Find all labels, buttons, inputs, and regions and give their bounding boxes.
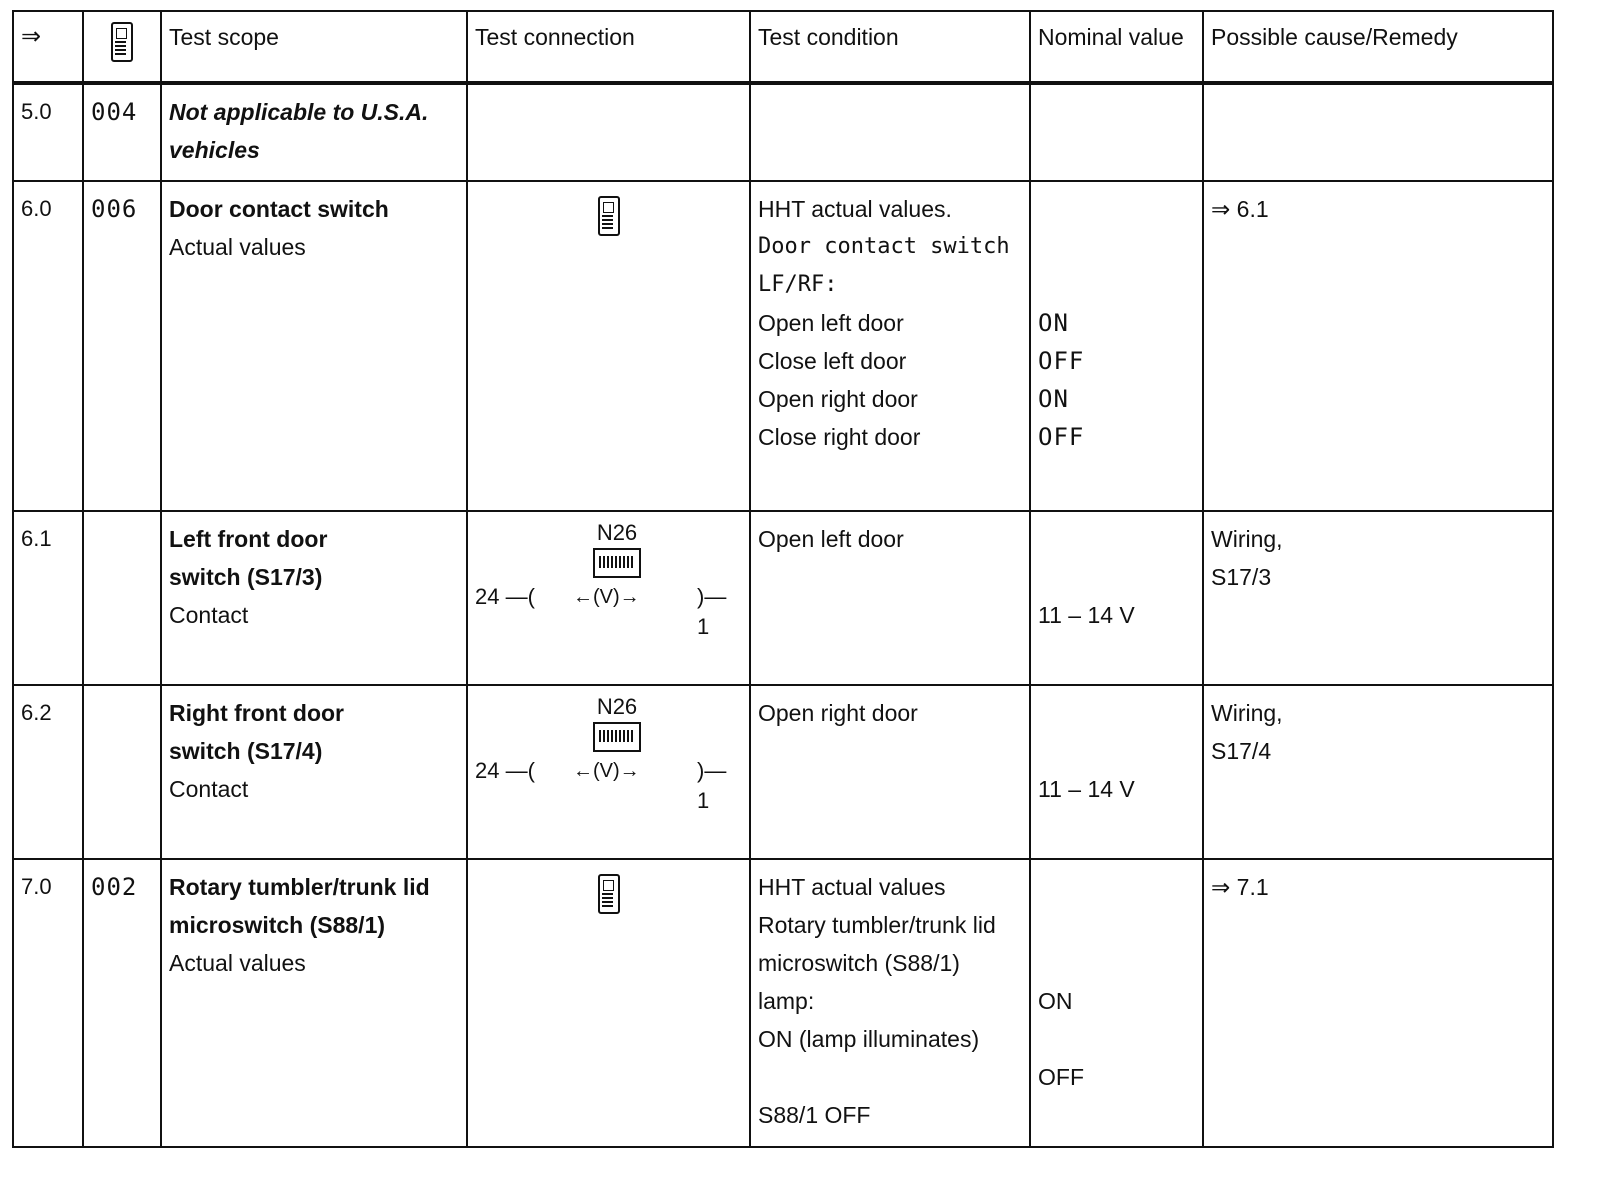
test-scope-subtitle: Contact [169,602,249,628]
connection-diagram [475,520,742,639]
test-condition-cell [750,859,1030,1147]
table-row [13,83,1553,181]
hht-icon [598,874,620,914]
voltmeter-icon: ←(V)→ [573,586,640,608]
condition-line: Close right door [758,424,921,450]
condition-line [758,1058,1022,1096]
step-number: 5.0 [13,83,83,181]
table-row [13,181,1553,511]
test-connection-cell [467,685,750,859]
hht-code-cell [83,685,161,859]
header-hht-icon-cell [83,11,161,83]
nominal-value: ON [1038,988,1073,1014]
condition-line: HHT actual values [758,874,946,900]
header-possible-cause: Possible cause/Remedy [1203,11,1553,83]
connector-icon [593,722,641,752]
test-condition-cell [750,511,1030,685]
step-number: 7.0 [13,859,83,1147]
test-scope-title: Door contact switch [169,196,389,222]
test-condition-cell [750,181,1030,511]
test-connection-cell [467,83,750,181]
nominal-value: ON [1038,309,1069,337]
test-scope-cell [161,181,467,511]
test-scope-title: switch (S17/3) [169,564,323,590]
nominal-value-spacer [1038,1020,1195,1058]
header-arrow: ⇒ [13,11,83,83]
remedy-cell [1203,685,1553,859]
header-test-scope: Test scope [161,11,467,83]
test-connection-cell [467,859,750,1147]
test-scope-cell [161,83,467,181]
test-scope-subtitle: Actual values [169,234,306,260]
table-row [13,511,1553,685]
connector-icon [593,548,641,578]
header-test-connection: Test connection [467,11,750,83]
condition-line: S88/1 OFF [758,1102,871,1128]
remedy-line: S17/4 [1211,738,1272,764]
pin-right: )— 1 [697,758,727,813]
condition-line: Rotary tumbler/trunk lid [758,912,996,938]
test-condition-cell [750,685,1030,859]
nominal-value: OFF [1038,347,1085,375]
hht-code: 004 [83,83,161,181]
hht-code: 002 [83,859,161,1147]
connection-diagram [475,694,742,813]
nominal-value: OFF [1038,1064,1084,1090]
test-scope-title: Left front door [169,526,328,552]
test-scope-cell [161,511,467,685]
test-scope-cell [161,859,467,1147]
nominal-value: 11 – 14 V [1038,602,1135,628]
test-scope-title: microswitch (S88/1) [169,912,386,938]
test-connection-cell [467,181,750,511]
nominal-value-cell [1030,511,1203,685]
header-test-condition: Test condition [750,11,1030,83]
condition-line: Door contact switch [758,234,1010,259]
condition-line: Open left door [758,526,904,552]
condition-line: Close left door [758,348,907,374]
nominal-value: OFF [1038,423,1085,451]
test-scope-subtitle: Actual values [169,950,306,976]
test-scope-subtitle: Contact [169,776,249,802]
test-scope-title: Rotary tumbler/trunk lid [169,874,430,900]
condition-line: microswitch (S88/1) lamp: [758,950,960,1014]
remedy-line: S17/3 [1211,564,1272,590]
hht-icon [111,22,133,62]
remedy-cell [1203,511,1553,685]
hht-icon [598,196,620,236]
remedy-link: ⇒ 7.1 [1211,874,1269,900]
test-condition-cell [750,83,1030,181]
nominal-value-cell [1030,859,1203,1147]
condition-line: Open left door [758,310,904,336]
step-number: 6.2 [13,685,83,859]
step-number: 6.0 [13,181,83,511]
test-connection-cell [467,511,750,685]
pin-left: 24 —( [475,758,535,783]
header-row [13,11,1553,83]
nominal-value-cell [1030,83,1203,181]
voltmeter-icon: ←(V)→ [573,760,640,782]
nominal-value: 11 – 14 V [1038,776,1135,802]
remedy-link: ⇒ 6.1 [1211,196,1269,222]
nominal-value-cell [1030,181,1203,511]
remedy-line: Wiring, [1211,700,1283,726]
condition-line: Open right door [758,700,918,726]
header-nominal-value: Nominal value [1030,11,1203,83]
nominal-value: ON [1038,385,1069,413]
pin-left: 24 —( [475,584,535,609]
remedy-cell [1203,859,1553,1147]
remedy-cell [1203,83,1553,181]
hht-code: 006 [83,181,161,511]
pin-right: )— 1 [697,584,727,639]
test-scope-title: Not applicable to U.S.A. vehicles [169,99,429,163]
test-scope-title: switch (S17/4) [169,738,323,764]
remedy-cell [1203,181,1553,511]
test-scope-title: Right front door [169,700,345,726]
nominal-value-cell [1030,685,1203,859]
connector-label: N26 [596,694,638,719]
condition-line: Open right door [758,386,918,412]
diagnostic-test-table [12,10,1554,1148]
table-row [13,859,1553,1147]
remedy-line: Wiring, [1211,526,1283,552]
connector-label: N26 [596,520,638,545]
condition-line: ON (lamp illuminates) [758,1026,980,1052]
hht-code-cell [83,511,161,685]
step-number: 6.1 [13,511,83,685]
table-row [13,685,1553,859]
test-scope-cell [161,685,467,859]
condition-line: LF/RF: [758,272,838,297]
condition-line: HHT actual values. [758,196,952,222]
